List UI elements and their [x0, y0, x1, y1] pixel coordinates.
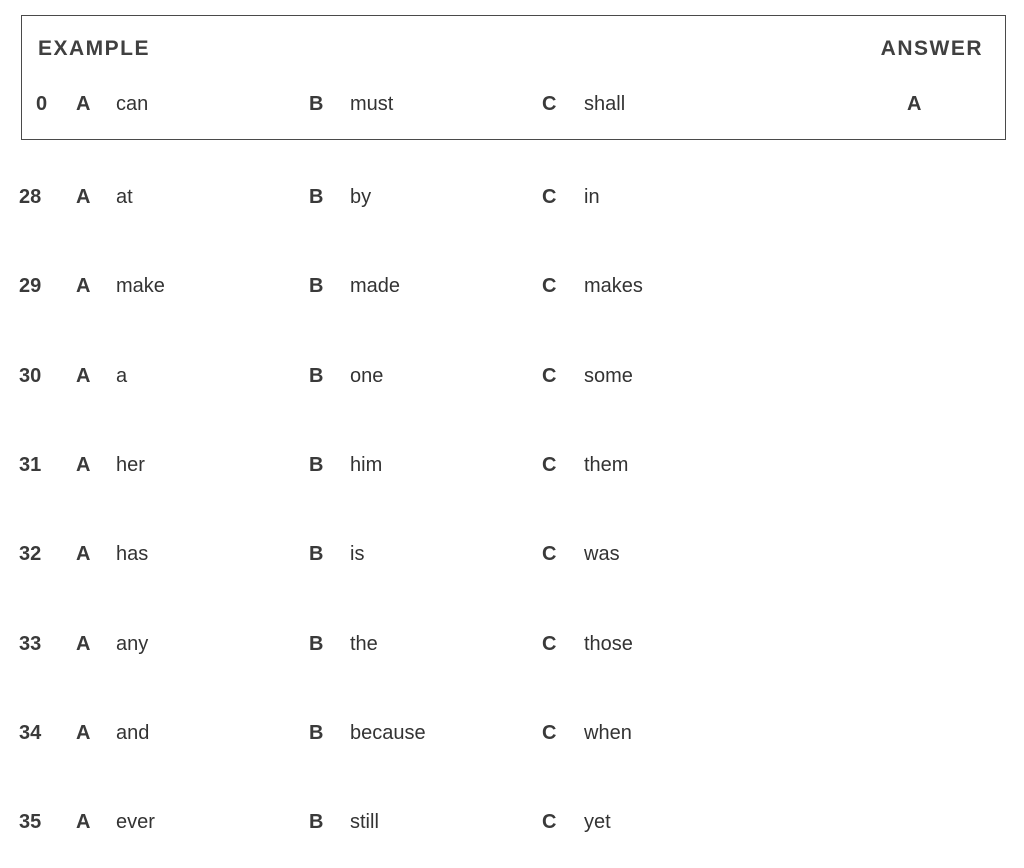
- option-letter-b: B: [309, 275, 324, 297]
- option-letter-b: B: [309, 543, 324, 565]
- question-number: 35: [19, 811, 42, 833]
- option-letter-c: C: [542, 186, 557, 208]
- option-word-a: at: [116, 186, 133, 208]
- question-row: [0, 182, 1024, 212]
- option-word-c: makes: [584, 275, 643, 297]
- option-letter-c: C: [542, 543, 557, 565]
- option-word-b: him: [350, 454, 383, 476]
- option-word-c: shall: [584, 93, 626, 115]
- option-word-c: yet: [584, 811, 611, 833]
- option-word-b: one: [350, 365, 384, 387]
- option-letter-b: B: [309, 454, 324, 476]
- option-letter-a: A: [76, 811, 91, 833]
- question-row: [0, 718, 1024, 748]
- option-letter-a: A: [76, 454, 91, 476]
- option-word-a: make: [116, 275, 165, 297]
- option-letter-c: C: [542, 633, 557, 655]
- question-number: 28: [19, 186, 42, 208]
- option-letter-c: C: [542, 275, 557, 297]
- option-letter-a: A: [76, 722, 91, 744]
- option-letter-c: C: [542, 454, 557, 476]
- option-letter-a: A: [76, 275, 91, 297]
- option-word-a: and: [116, 722, 150, 744]
- option-word-a: has: [116, 543, 149, 565]
- option-letter-b: B: [309, 186, 324, 208]
- option-word-a: any: [116, 633, 149, 655]
- option-word-b: must: [350, 93, 394, 115]
- option-word-c: when: [584, 722, 632, 744]
- option-letter-a: A: [76, 93, 91, 115]
- option-letter-b: B: [309, 722, 324, 744]
- question-number: 29: [19, 275, 42, 297]
- option-letter-b: B: [309, 811, 324, 833]
- option-letter-b: B: [309, 93, 324, 115]
- option-word-b: still: [350, 811, 379, 833]
- question-row: [0, 629, 1024, 659]
- question-row: [0, 450, 1024, 480]
- question-number: 32: [19, 543, 42, 565]
- option-word-a: can: [116, 93, 149, 115]
- question-row: [0, 807, 1024, 837]
- example-number: 0: [36, 93, 48, 115]
- option-word-b: because: [350, 722, 426, 744]
- option-letter-a: A: [76, 365, 91, 387]
- question-row: [0, 361, 1024, 391]
- option-letter-b: B: [309, 633, 324, 655]
- option-word-c: them: [584, 454, 629, 476]
- option-letter-c: C: [542, 811, 557, 833]
- option-word-c: was: [584, 543, 620, 565]
- option-word-a: her: [116, 454, 145, 476]
- question-row: [0, 539, 1024, 569]
- option-word-b: the: [350, 633, 378, 655]
- example-row: [0, 89, 1024, 119]
- example-heading: EXAMPLE: [38, 37, 151, 60]
- option-word-a: a: [116, 365, 128, 387]
- option-word-b: by: [350, 186, 372, 208]
- option-word-a: ever: [116, 811, 155, 833]
- option-letter-a: A: [76, 543, 91, 565]
- example-answer: A: [907, 93, 922, 115]
- option-letter-a: A: [76, 186, 91, 208]
- option-letter-c: C: [542, 93, 557, 115]
- option-letter-c: C: [542, 365, 557, 387]
- question-row: [0, 271, 1024, 301]
- answer-heading: ANSWER: [880, 37, 983, 60]
- option-word-c: those: [584, 633, 633, 655]
- question-number: 31: [19, 454, 42, 476]
- option-letter-b: B: [309, 365, 324, 387]
- option-word-c: in: [584, 186, 600, 208]
- option-word-b: made: [350, 275, 401, 297]
- option-letter-c: C: [542, 722, 557, 744]
- question-number: 30: [19, 365, 42, 387]
- question-number: 34: [19, 722, 42, 744]
- question-number: 33: [19, 633, 42, 655]
- example-box: [21, 15, 1006, 140]
- option-letter-a: A: [76, 633, 91, 655]
- option-word-b: is: [350, 543, 365, 565]
- option-word-c: some: [584, 365, 633, 387]
